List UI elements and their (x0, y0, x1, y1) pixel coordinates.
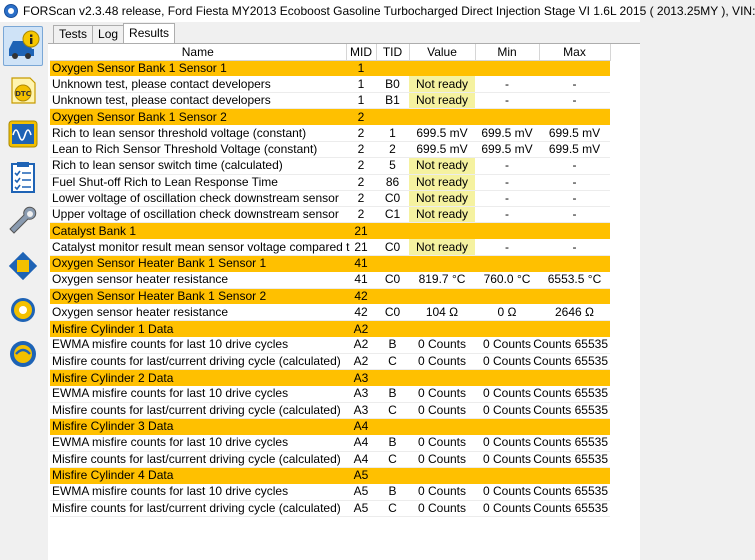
cell-mid: A5 (346, 500, 376, 516)
column-header-max[interactable]: Max (539, 44, 610, 60)
table-row[interactable] (50, 207, 610, 223)
wrench-icon (6, 205, 40, 239)
cell-value: 819.7 °C (409, 272, 475, 288)
cell-max (539, 419, 610, 435)
cell-value (409, 60, 475, 76)
cell-value: 699.5 mV (409, 125, 475, 141)
cell-value (409, 419, 475, 435)
cell-tid: C0 (376, 272, 409, 288)
cell-max: 699.5 mV (539, 125, 610, 141)
cell-mid: 1 (346, 76, 376, 92)
cell-tid: B (376, 337, 409, 353)
table-row[interactable] (50, 451, 610, 467)
cell-name: Oxygen sensor heater resistance (50, 272, 346, 288)
cell-min (475, 256, 539, 272)
cell-mid: 2 (346, 109, 376, 125)
cell-name: Misfire Cylinder 1 Data (50, 321, 346, 337)
group-row[interactable] (50, 419, 610, 435)
sidebar-item-checklist[interactable] (3, 158, 43, 198)
cell-name: Rich to lean sensor threshold voltage (constant) (50, 125, 346, 141)
cell-tid: C1 (376, 207, 409, 223)
cell-min: 0 Counts (475, 500, 539, 516)
cell-min: 699.5 mV (475, 141, 539, 157)
cell-value: Not ready (409, 158, 475, 174)
tab-log[interactable]: Log (92, 25, 124, 43)
cell-name: Misfire counts for last/current driving cycle (calculated) (50, 451, 346, 467)
cell-value: 0 Counts (409, 386, 475, 402)
cell-min: 0 Ω (475, 304, 539, 320)
cell-mid: 2 (346, 141, 376, 157)
cell-name: EWMA misfire counts for last 10 drive cycles (50, 337, 346, 353)
cell-mid: 2 (346, 158, 376, 174)
table-row[interactable] (50, 93, 610, 109)
cell-min (475, 223, 539, 239)
cell-value (409, 223, 475, 239)
cell-tid: C (376, 402, 409, 418)
cell-mid: A2 (346, 337, 376, 353)
cell-mid: 2 (346, 125, 376, 141)
group-row[interactable] (50, 288, 610, 304)
cell-name: EWMA misfire counts for last 10 drive cycles (50, 484, 346, 500)
cell-mid: 42 (346, 304, 376, 320)
tab-results[interactable]: Results (123, 23, 175, 43)
cell-mid: A2 (346, 353, 376, 369)
cell-min (475, 109, 539, 125)
cell-max: 65535 Counts (533, 353, 608, 368)
cell-tid: C (376, 353, 409, 369)
cell-name: Unknown test, please contact developers (50, 76, 346, 92)
results-panel (48, 43, 640, 560)
cell-min (475, 288, 539, 304)
sidebar-item-help[interactable] (3, 334, 43, 374)
cell-max: 65535 Counts (533, 484, 608, 499)
sidebar-item-dtc[interactable] (3, 70, 43, 110)
cell-max (539, 467, 610, 483)
cell-mid: 2 (346, 207, 376, 223)
cell-name: Misfire Cylinder 4 Data (50, 467, 346, 483)
cell-max: - (539, 190, 610, 206)
cell-tid (376, 223, 409, 239)
cell-max (539, 223, 610, 239)
cell-tid (376, 288, 409, 304)
cell-min (475, 419, 539, 435)
cell-max: 6553.5 °C (539, 272, 610, 288)
help-icon (6, 337, 40, 371)
cell-max (539, 256, 610, 272)
cell-max: 65535 Counts (533, 500, 608, 515)
cell-name: Lower voltage of oscillation check downstream sensor (50, 190, 346, 206)
cell-name: Lean to Rich Sensor Threshold Voltage (constant) (50, 141, 346, 157)
cell-tid (376, 419, 409, 435)
cell-max (539, 109, 610, 125)
cell-mid: A4 (346, 419, 376, 435)
cell-mid: 1 (346, 60, 376, 76)
gear-icon (6, 293, 40, 327)
cell-value (409, 467, 475, 483)
table-row[interactable] (50, 272, 610, 288)
cell-name: Misfire counts for last/current driving cycle (calculated) (50, 402, 346, 418)
cell-tid: 5 (376, 158, 409, 174)
group-row[interactable] (50, 321, 610, 337)
cell-max: 2646 Ω (539, 304, 610, 320)
cell-name: Misfire counts for last/current driving cycle (calculated) (50, 353, 346, 369)
cell-tid: C0 (376, 304, 409, 320)
cell-tid (376, 256, 409, 272)
cell-tid: B (376, 386, 409, 402)
cell-name: Oxygen Sensor Bank 1 Sensor 2 (50, 109, 346, 125)
cell-max: 699.5 mV (539, 141, 610, 157)
cell-min: - (475, 207, 539, 223)
table-row[interactable] (50, 174, 610, 190)
cell-tid (376, 109, 409, 125)
cell-mid: A5 (346, 467, 376, 483)
cell-tid: 1 (376, 125, 409, 141)
cell-max: 65535 Counts (533, 337, 608, 352)
table-header (50, 44, 610, 60)
forscan-app-icon (4, 4, 18, 18)
table-row[interactable] (50, 304, 610, 320)
table-row[interactable] (50, 484, 610, 500)
cell-tid: 86 (376, 174, 409, 190)
cell-mid: A3 (346, 386, 376, 402)
cell-max (539, 370, 610, 386)
sidebar-item-config[interactable] (3, 246, 43, 286)
table-row[interactable] (50, 158, 610, 174)
tab-bar (53, 24, 174, 43)
cell-tid: B0 (376, 76, 409, 92)
cell-mid: A3 (346, 402, 376, 418)
cell-min: 699.5 mV (475, 125, 539, 141)
cell-min: - (475, 190, 539, 206)
cell-max: 65535 Counts (533, 435, 608, 450)
cell-value (409, 109, 475, 125)
cell-value: 0 Counts (409, 500, 475, 516)
tab-tests[interactable]: Tests (53, 25, 93, 43)
car-info-icon (6, 29, 40, 63)
cell-name: Upper voltage of oscillation check downstream sensor (50, 207, 346, 223)
cell-tid: B (376, 484, 409, 500)
cell-min: - (475, 93, 539, 109)
cell-max: 65535 Counts (533, 451, 608, 466)
cell-name: EWMA misfire counts for last 10 drive cycles (50, 386, 346, 402)
cell-value: 104 Ω (409, 304, 475, 320)
cell-mid: 41 (346, 256, 376, 272)
cell-value: Not ready (409, 93, 475, 109)
cell-min: - (475, 158, 539, 174)
cell-mid: 21 (346, 223, 376, 239)
cell-min: - (475, 174, 539, 190)
cell-mid: 42 (346, 288, 376, 304)
table-body (50, 60, 610, 516)
group-row[interactable] (50, 223, 610, 239)
cell-name: Oxygen sensor heater resistance (50, 304, 346, 320)
oscilloscope-icon (6, 117, 40, 151)
cell-name: Catalyst Bank 1 (50, 223, 346, 239)
cell-tid: B (376, 435, 409, 451)
dtc-icon (6, 73, 40, 107)
sidebar-item-vehicle-info[interactable] (3, 26, 43, 66)
column-header-name[interactable]: Name (50, 44, 346, 60)
cell-tid: C0 (376, 239, 409, 255)
cell-mid: A3 (346, 370, 376, 386)
sidebar-item-service[interactable] (3, 202, 43, 242)
cell-mid: 2 (346, 190, 376, 206)
group-row[interactable] (50, 467, 610, 483)
cell-value (409, 256, 475, 272)
cell-name: Oxygen Sensor Heater Bank 1 Sensor 1 (50, 256, 346, 272)
cell-value: Not ready (409, 239, 475, 255)
cell-value: 0 Counts (409, 353, 475, 369)
table-row[interactable] (50, 353, 610, 369)
window-title: FORScan v2.3.48 release, Ford Fiesta MY2013 Ecoboost Gasoline Turbocharged Direct Injection Stage VI 1.6L 2015 ( 2013.25MY ), VIN: (23, 4, 755, 18)
cell-name: Rich to lean sensor switch time (calculated) (50, 158, 346, 174)
cell-value (409, 370, 475, 386)
group-row[interactable] (50, 370, 610, 386)
cell-min: - (475, 76, 539, 92)
cell-min: 0 Counts (475, 451, 539, 467)
cell-name: Misfire Cylinder 2 Data (50, 370, 346, 386)
cell-value: 699.5 mV (409, 141, 475, 157)
cell-value: Not ready (409, 174, 475, 190)
table-row[interactable] (50, 141, 610, 157)
cell-tid (376, 321, 409, 337)
cell-min: 0 Counts (475, 386, 539, 402)
cell-tid: B1 (376, 93, 409, 109)
cell-min: 0 Counts (475, 353, 539, 369)
table-row[interactable] (50, 435, 610, 451)
cell-value: 0 Counts (409, 484, 475, 500)
cell-value: Not ready (409, 207, 475, 223)
cell-min: 0 Counts (475, 435, 539, 451)
column-header-min[interactable]: Min (475, 44, 539, 60)
cell-value: 0 Counts (409, 337, 475, 353)
cell-min: 0 Counts (475, 484, 539, 500)
table-row[interactable] (50, 500, 610, 516)
cell-tid: C (376, 451, 409, 467)
table-row[interactable] (50, 386, 610, 402)
title-bar (0, 0, 755, 22)
cell-min: 760.0 °C (475, 272, 539, 288)
sidebar-item-settings[interactable] (3, 290, 43, 330)
cell-max (539, 60, 610, 76)
cell-name: Oxygen Sensor Heater Bank 1 Sensor 2 (50, 288, 346, 304)
cell-max: - (539, 76, 610, 92)
dtc-icon-label: DTC (15, 90, 31, 98)
cell-min (475, 321, 539, 337)
cell-mid: A2 (346, 321, 376, 337)
cell-mid: 2 (346, 174, 376, 190)
column-header-mid[interactable]: MID (346, 44, 376, 60)
cell-mid: 1 (346, 93, 376, 109)
cell-value: 0 Counts (409, 451, 475, 467)
table-row[interactable] (50, 337, 610, 353)
cell-tid (376, 370, 409, 386)
cell-max: 65535 Counts (533, 402, 608, 417)
column-header-tid[interactable]: TID (376, 44, 409, 60)
group-row[interactable] (50, 109, 610, 125)
cell-value (409, 288, 475, 304)
sidebar (0, 22, 46, 560)
column-header-value[interactable]: Value (409, 44, 475, 60)
cell-value: 0 Counts (409, 435, 475, 451)
cell-max: - (539, 158, 610, 174)
cell-max: 65535 Counts (533, 386, 608, 401)
chip-icon (6, 249, 40, 283)
cell-mid: 21 (346, 239, 376, 255)
cell-value: 0 Counts (409, 402, 475, 418)
cell-name: Oxygen Sensor Bank 1 Sensor 1 (50, 60, 346, 76)
cell-min: - (475, 239, 539, 255)
table-row[interactable] (50, 125, 610, 141)
table-row[interactable] (50, 402, 610, 418)
cell-max: - (539, 239, 610, 255)
cell-value: Not ready (409, 76, 475, 92)
cell-max: - (539, 174, 610, 190)
cell-min (475, 370, 539, 386)
cell-min (475, 467, 539, 483)
cell-name: EWMA misfire counts for last 10 drive cycles (50, 435, 346, 451)
table-row[interactable] (50, 239, 610, 255)
table-row[interactable] (50, 76, 610, 92)
cell-tid: 2 (376, 141, 409, 157)
cell-max (539, 321, 610, 337)
cell-mid: A4 (346, 435, 376, 451)
cell-max (539, 288, 610, 304)
cell-min (475, 60, 539, 76)
cell-tid: C0 (376, 190, 409, 206)
cell-name: Misfire counts for last/current driving cycle (calculated) (50, 500, 346, 516)
cell-mid: A4 (346, 451, 376, 467)
cell-tid: C (376, 500, 409, 516)
group-row[interactable] (50, 60, 610, 76)
cell-max: - (539, 93, 610, 109)
cell-value (409, 321, 475, 337)
cell-value: Not ready (409, 190, 475, 206)
cell-max: - (539, 207, 610, 223)
results-table (50, 44, 611, 517)
cell-mid: A5 (346, 484, 376, 500)
cell-tid (376, 467, 409, 483)
sidebar-item-oscilloscope[interactable] (3, 114, 43, 154)
cell-name: Fuel Shut-off Rich to Lean Response Time (50, 174, 346, 190)
cell-name: Catalyst monitor result mean sensor voltage compared t (52, 239, 350, 254)
cell-min: 0 Counts (475, 402, 539, 418)
cell-name: Unknown test, please contact developers (50, 93, 346, 109)
cell-mid: 41 (346, 272, 376, 288)
cell-name: Misfire Cylinder 3 Data (50, 419, 346, 435)
group-row[interactable] (50, 256, 610, 272)
cell-tid (376, 60, 409, 76)
cell-min: 0 Counts (475, 337, 539, 353)
table-row[interactable] (50, 190, 610, 206)
checklist-icon (6, 161, 40, 195)
